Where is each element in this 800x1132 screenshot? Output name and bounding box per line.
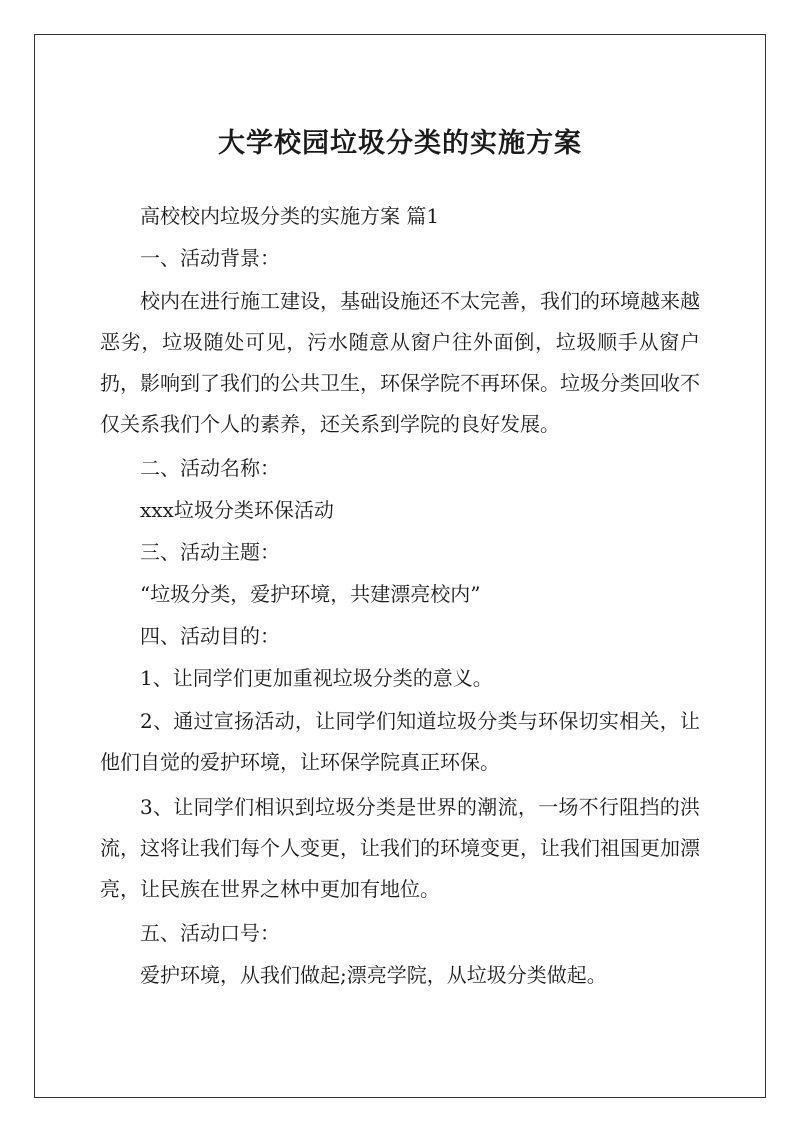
paragraph-purpose-1: 1、让同学们更加重视垃圾分类的意义。	[140, 666, 493, 690]
paragraph-name-text: xxx垃圾分类环保活动	[140, 498, 334, 522]
document-title: 大学校园垃圾分类的实施方案	[218, 128, 582, 159]
paragraph-heading-name: 二、活动名称：	[140, 456, 280, 480]
paragraph-slogan-text: 爱护环境，从我们做起;漂亮学院，从垃圾分类做起。	[140, 963, 607, 987]
paragraph-heading-background: 一、活动背景：	[140, 246, 280, 270]
paragraph-purpose-2: 2、通过宣扬活动，让同学们知道垃圾分类与环保切实相关，让他们自觉的爱护环境，让环保学院真正环保。	[100, 709, 700, 774]
paragraph-purpose-3: 3、让同学们相识到垃圾分类是世界的潮流，一场不行阻挡的洪流，这将让我们每个人变更，让我们的环境变更，让我们祖国更加漂亮，让民族在世界之林中更加有地位。	[100, 795, 700, 901]
paragraph-section-heading: 高校校内垃圾分类的实施方案 篇1	[140, 204, 440, 228]
paragraph-heading-slogan: 五、活动口号：	[140, 921, 280, 945]
document-body	[100, 197, 700, 994]
paragraph-heading-theme: 三、活动主题：	[140, 540, 280, 564]
paragraph-theme-text: “垃圾分类，爱护环境，共建漂亮校内”	[140, 582, 481, 606]
paragraph-heading-purpose: 四、活动目的：	[140, 624, 280, 648]
paragraph-background-text: 校内在进行施工建设，基础设施还不太完善，我们的环境越来越恶劣，垃圾随处可见，污水随意从窗户往外面倒，垃圾顺手从窗户扔，影响到了我们的公共卫生，环保学院不再环保。垃圾分类回收不仅关系我们个人的素养，还关系到学院的良好发展。	[100, 289, 700, 436]
